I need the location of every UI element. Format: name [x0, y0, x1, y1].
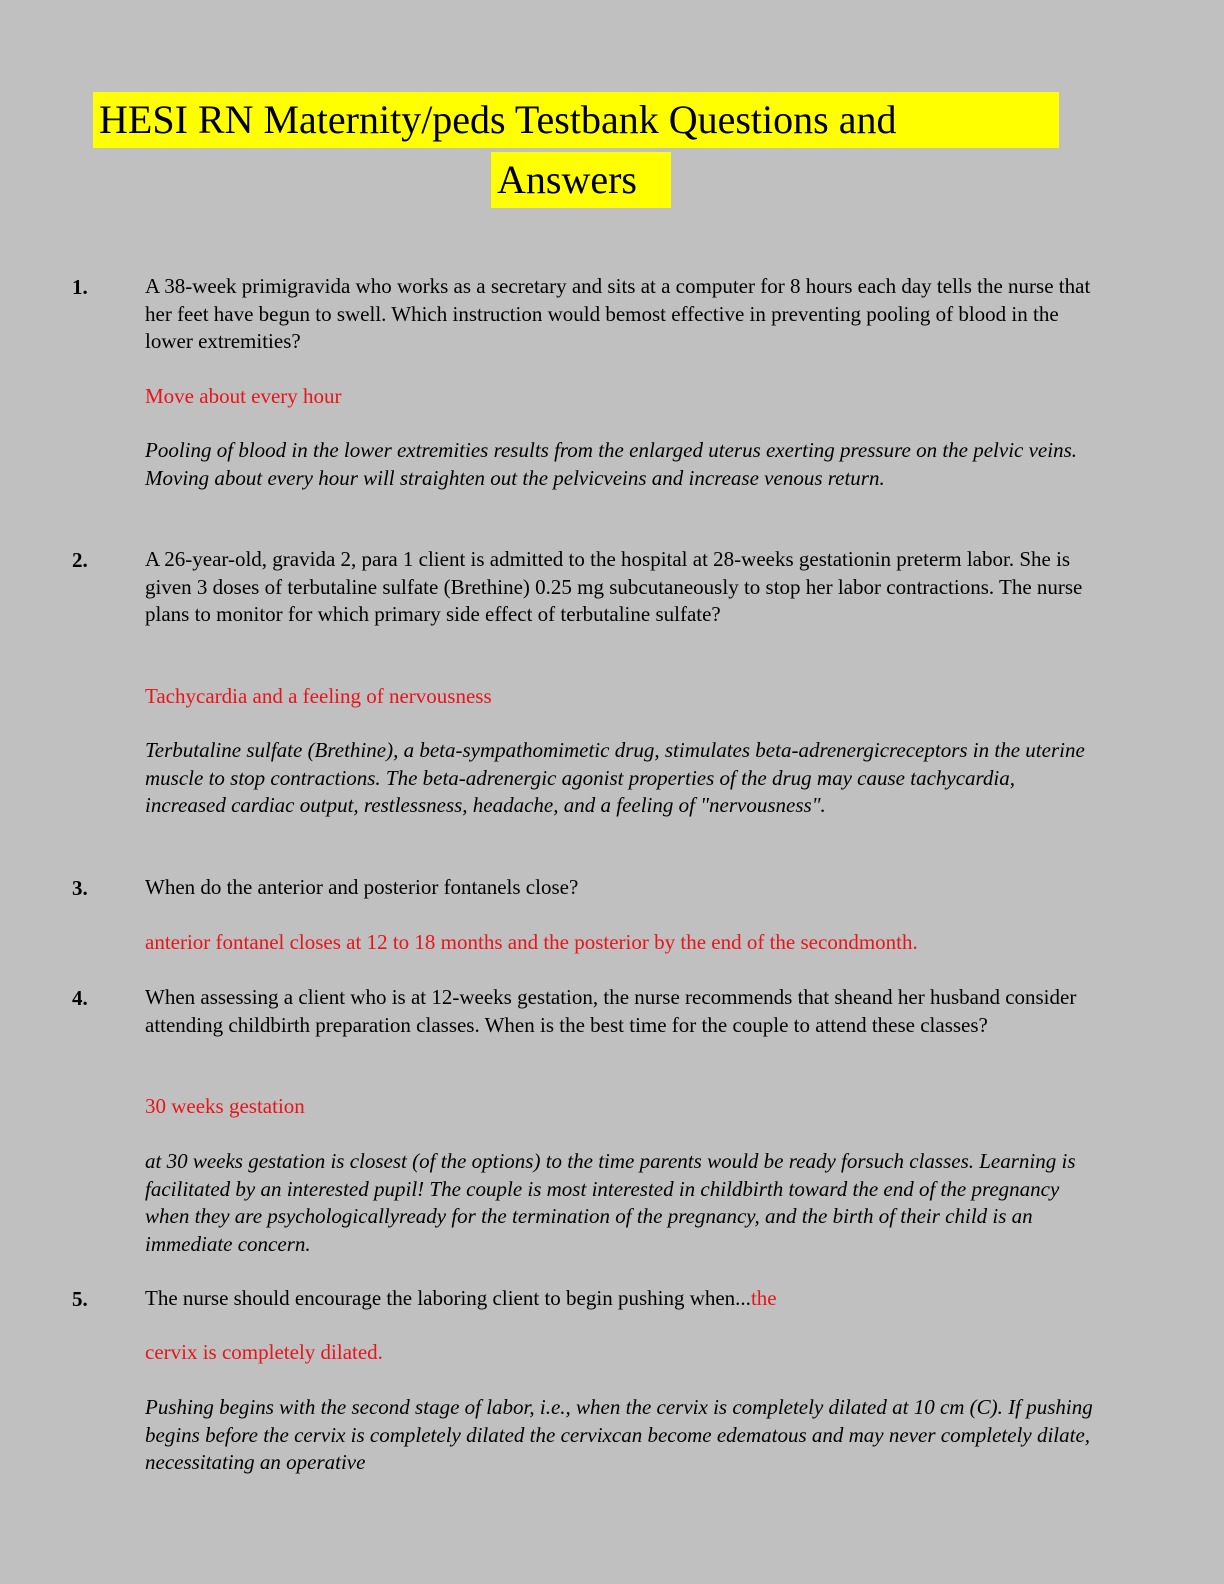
- question-4-number: 4.: [72, 986, 88, 1010]
- title-line-1: HESI RN Maternity/peds Testbank Questions and: [93, 92, 1059, 148]
- question-5-text: [145, 1285, 1095, 1313]
- question-2-text: A 26-year-old, gravida 2, para 1 client is admitted to the hospital at 28-weeks gestationin preterm labor. She is given 3 doses of terbutaline sulfate (Brethine) 0.25 mg subcutaneously to stop her labor contractions. The nurse plans to monitor for which primary side effect of terbutaline sulfate?: [145, 547, 1083, 626]
- question-3-number: 3.: [72, 876, 88, 900]
- title-line-2: Answers: [491, 152, 671, 208]
- question-3-answer: anterior fontanel closes at 12 to 18 months and the posterior by the end of the secondmonth.: [145, 930, 918, 954]
- question-5-text-red: the: [750, 1286, 777, 1310]
- question-5-answer: cervix is completely dilated.: [145, 1340, 383, 1364]
- question-5-text-main: The nurse should encourage the laboring client to begin pushing when...: [145, 1286, 751, 1310]
- question-5-explanation: Pushing begins with the second stage of labor, i.e., when the cervix is completely dilated at 10 cm (C). If pushing begins before the cervix is completely dilated the cervixcan become edematous and may never completely dilate, necessitating an operative: [145, 1395, 1093, 1474]
- question-1-text: A 38-week primigravida who works as a secretary and sits at a computer for 8 hours each day tells the nurse that her feet have begun to swell. Which instruction would bemost effective in preventing pooling of blood in the lower extremities?: [145, 274, 1091, 353]
- question-1-number: 1.: [72, 275, 88, 299]
- question-5-number: 5.: [72, 1287, 88, 1311]
- question-3-text: When do the anterior and posterior fontanels close?: [145, 875, 579, 899]
- question-2-number: 2.: [72, 548, 88, 572]
- question-4-explanation: at 30 weeks gestation is closest (of the options) to the time parents would be ready forsuch classes. Learning is facilitated by an interested pupil! The couple is most interested in childbirth toward the end of the pregnancy when they are psychologicallyready for the termination of the pregnancy, and the birth of their child is an immediate concern.: [145, 1149, 1076, 1256]
- question-4-text: When assessing a client who is at 12-weeks gestation, the nurse recommends that sheand her husband consider attending childbirth preparation classes. When is the best time for the couple to attend these classes?: [145, 985, 1077, 1037]
- question-1-answer: Move about every hour: [145, 384, 342, 408]
- question-2-explanation: Terbutaline sulfate (Brethine), a beta-sympathomimetic drug, stimulates beta-adrenergicreceptors in the uterine muscle to stop contractions. The beta-adrenergic agonist properties of the drug may cause tachycardia, increased cardiac output, restlessness, headache, and a feeling of "nervousness".: [145, 738, 1085, 817]
- question-2-answer: Tachycardia and a feeling of nervousness: [145, 684, 492, 708]
- question-1-explanation: Pooling of blood in the lower extremities results from the enlarged uterus exerting pressure on the pelvic veins. Moving about every hour will straighten out the pelvicveins and increase venous return.: [145, 438, 1077, 490]
- question-4-answer: 30 weeks gestation: [145, 1094, 305, 1118]
